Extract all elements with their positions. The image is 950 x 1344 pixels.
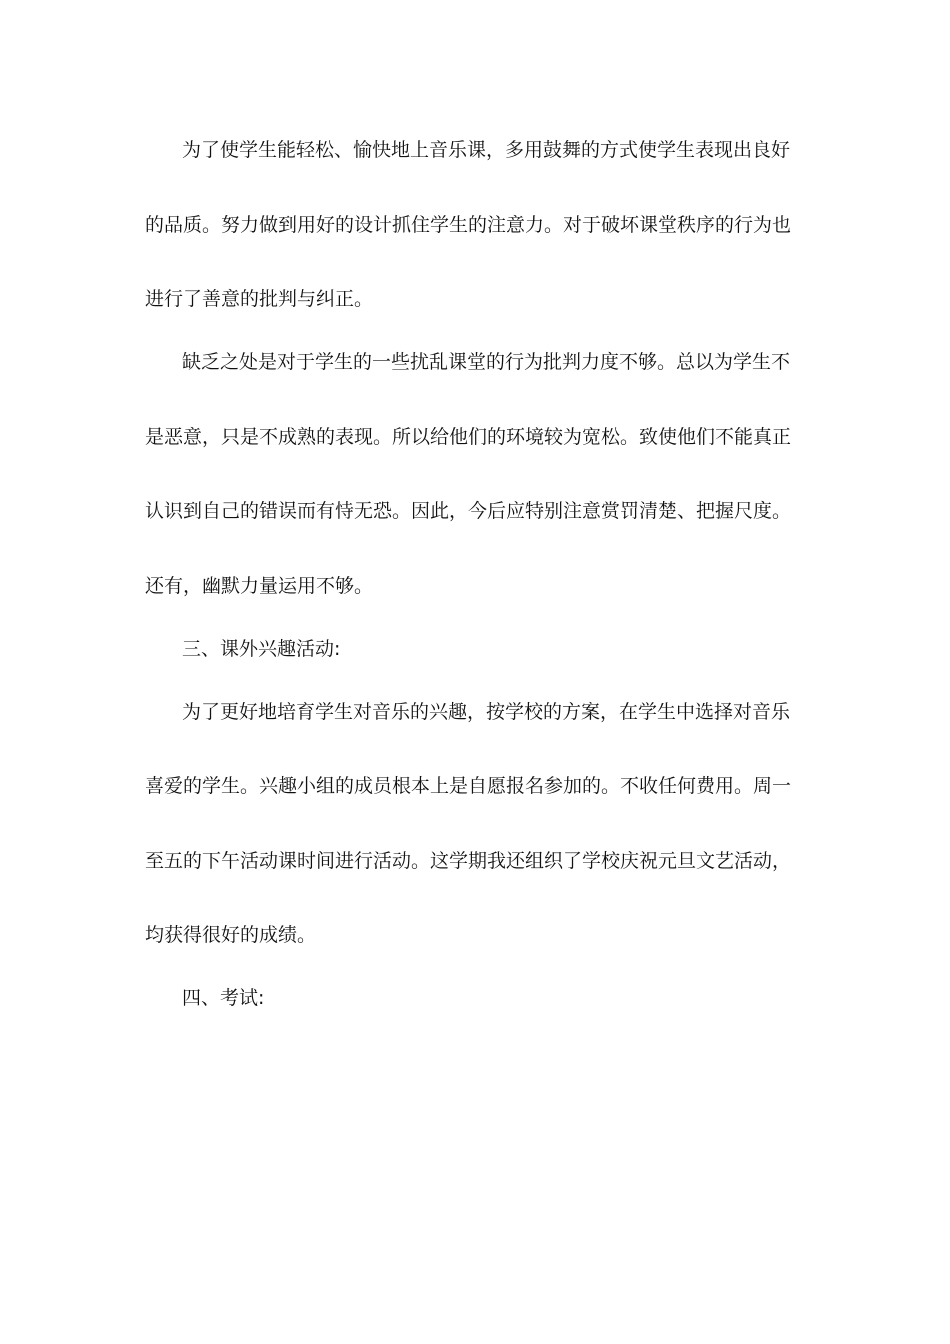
paragraph-3-line-1: 为了更好地培育学生对音乐的兴趣，按学校的方案，在学生中选择对音乐 bbox=[182, 701, 791, 723]
paragraph-3-line-2: 喜爱的学生。兴趣小组的成员根本上是自愿报名参加的。不收任何费用。周一 bbox=[145, 775, 792, 797]
section-heading-3: 三、课外兴趣活动: bbox=[182, 638, 341, 660]
paragraph-3-line-4: 均获得很好的成绩。 bbox=[145, 924, 317, 946]
paragraph-1-line-1: 为了使学生能轻松、愉快地上音乐课，多用鼓舞的方式使学生表现出良好 bbox=[182, 139, 791, 161]
paragraph-2-line-1: 缺乏之处是对于学生的一些扰乱课堂的行为批判力度不够。总以为学生不 bbox=[182, 351, 791, 373]
paragraph-2-line-3: 认识到自己的错误而有恃无恐。因此，今后应特别注意赏罚清楚、把握尺度。 bbox=[145, 500, 792, 522]
section-heading-4: 四、考试: bbox=[182, 987, 265, 1009]
paragraph-2-line-4: 还有，幽默力量运用不够。 bbox=[145, 575, 374, 597]
paragraph-3-line-3: 至五的下午活动课时间进行活动。这学期我还组织了学校庆祝元旦文艺活动， bbox=[145, 850, 792, 872]
paragraph-1-line-2: 的品质。努力做到用好的设计抓住学生的注意力。对于破坏课堂秩序的行为也 bbox=[145, 214, 792, 236]
paragraph-2-line-2: 是恶意，只是不成熟的表现。所以给他们的环境较为宽松。致使他们不能真正 bbox=[145, 426, 792, 448]
paragraph-1-line-3: 进行了善意的批判与纠正。 bbox=[145, 288, 374, 310]
